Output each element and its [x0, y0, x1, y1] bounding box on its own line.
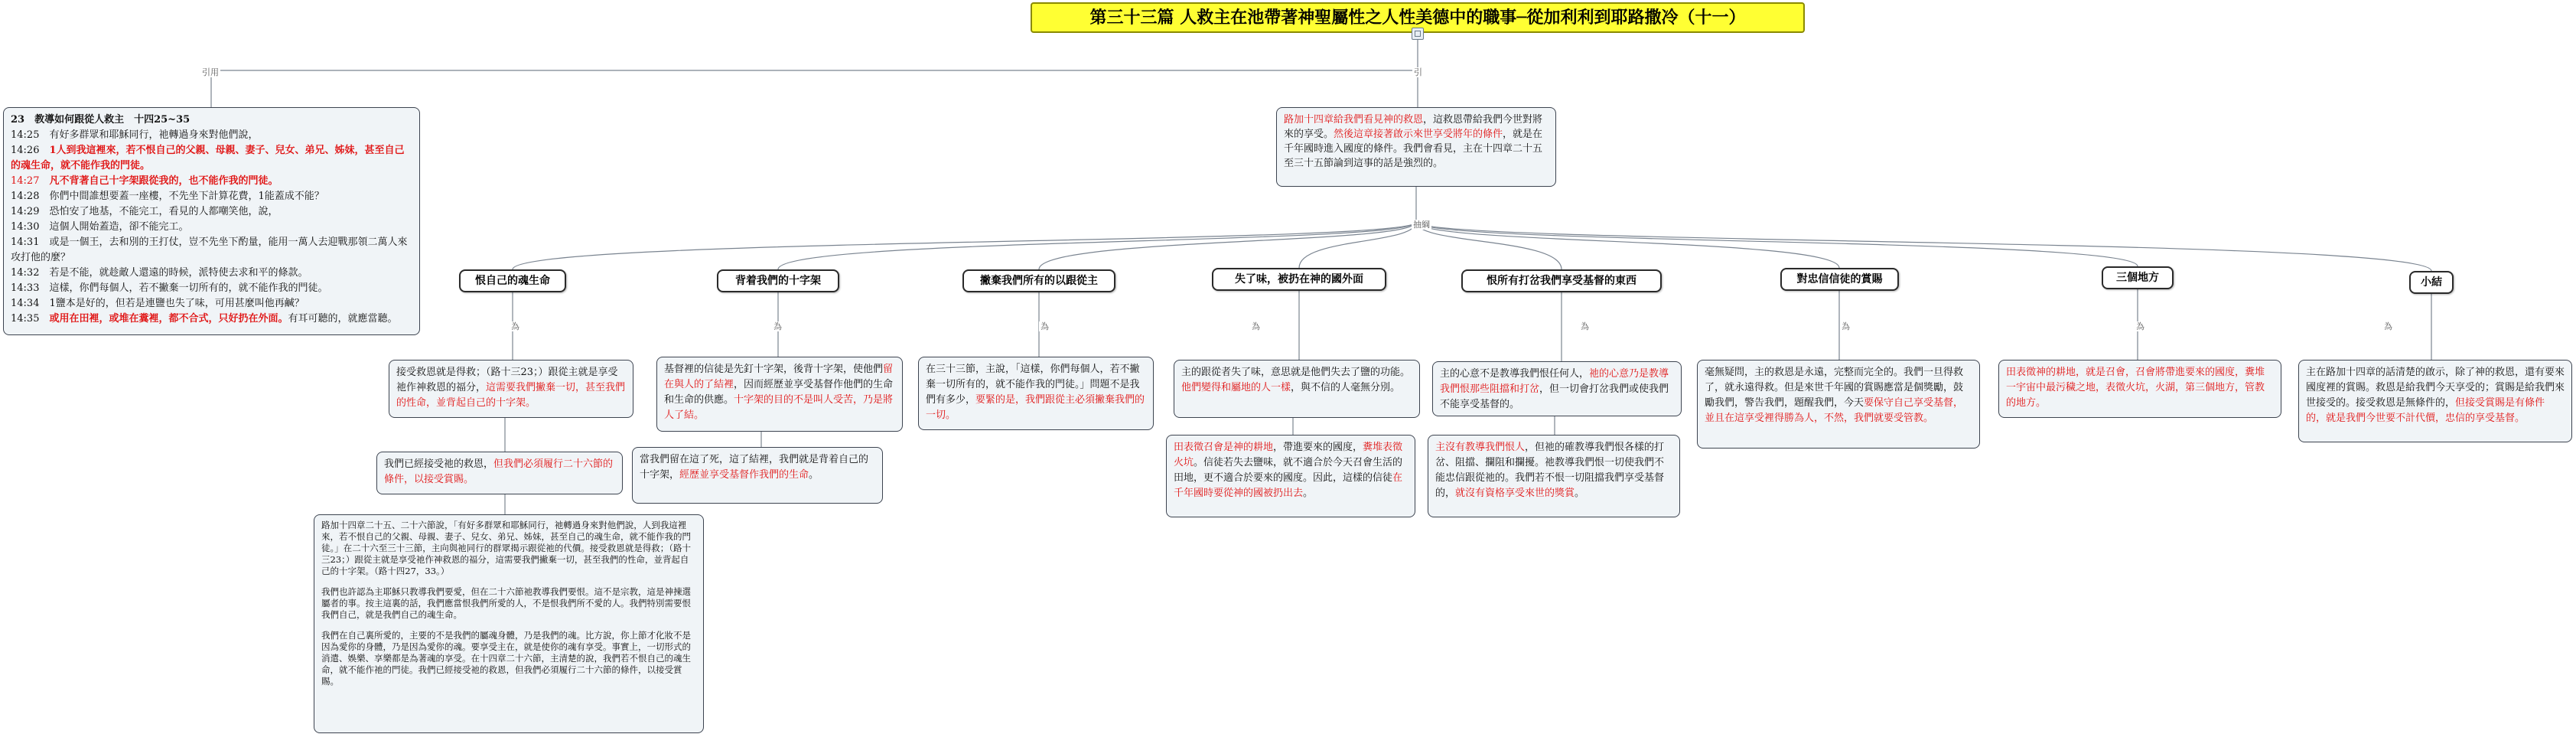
- verse-text: 這個人開始蓋造，卻不能完工。: [49, 221, 189, 233]
- box-text-segment: 。: [809, 469, 819, 481]
- box-text-segment: ，因而經歷並享受基督作他們的生命和生命的供應。: [664, 379, 894, 406]
- three-places-box[interactable]: [1998, 360, 2281, 418]
- box-text-segment: 十字架的目的不是叫人受苦，乃是將人了結。: [664, 394, 894, 421]
- verse-text: 1鹽本是好的，但若是連鹽也失了味，可用甚麼叫他再鹹？: [49, 298, 304, 309]
- edge-label-b6: 為: [2136, 321, 2144, 331]
- edge-label-b5: 為: [1842, 321, 1850, 331]
- verse-line: [11, 128, 412, 143]
- box-text-segment: 主的心意不是教導我們恨任何人，: [1440, 368, 1590, 380]
- edge-label-main: 抽綱: [1413, 220, 1430, 230]
- rewards-box[interactable]: [1697, 360, 1980, 449]
- verse-ref: 14:30: [11, 221, 50, 233]
- edge-label-b1: 為: [773, 321, 782, 331]
- intro-text: [1284, 114, 1542, 169]
- verse-ref: 14:33: [11, 282, 50, 294]
- verse-line: [11, 235, 412, 266]
- box-text-segment: ，但一切會打岔我們或使我們不能享受基督的。: [1440, 383, 1669, 410]
- box-text-segment: 接受救恩就是得救；（路十三23；）跟從主就是享受祂作神救恩的福分，: [396, 367, 618, 393]
- field-dunghill-box[interactable]: [1166, 435, 1415, 517]
- connector-branch-3: [1299, 222, 1416, 268]
- branch-head-summary[interactable]: 小結: [2409, 271, 2454, 294]
- hate-distractions-point-box[interactable]: [1432, 361, 1682, 416]
- box-text-segment: 主沒有教導我們恨人: [1435, 442, 1526, 453]
- connector-branch-5: [1416, 222, 1839, 268]
- box-text-segment: 。: [1575, 488, 1585, 499]
- edge-label-b3: 為: [1252, 321, 1260, 331]
- connector-branch-1: [778, 222, 1416, 269]
- box-text-segment: ，但祂的確教導我們恨各樣的打岔、阻擋、攔阻和攔擾。祂教導我們恨一切使我們不能忠信跟從祂的。我們若不恨一切阻擋我們享受基督的，: [1435, 442, 1665, 499]
- connector-title-reference: [211, 40, 1418, 107]
- verse-line: [11, 281, 412, 296]
- box-paragraph: 路加十四章二十五、二十六節說，「有好多群眾和耶穌同行，祂轉過身來對他們說，人到我這裡來，若不恨自己的父親、母親、妻子、兒女、弟兄、姊妹，甚至自己的魂生命，就不能作我的門徒。」在二十六至三十三節，主向與祂同行的群眾揭示跟從祂的代價。接受救恩就是得救；（路十三23；）跟從主就是享受祂作神救恩的福分，這需要我們撇棄一切，甚至我們的性命，並背起自己的十字架。（路十四27，33。）: [321, 520, 691, 576]
- box-text-segment: 經歷並享受基督作我們的生命: [679, 469, 809, 481]
- box-text-segment: 留在與人的了結裡: [664, 364, 894, 390]
- box-text-segment: 在三十三節，主說，「這樣，你們每個人，若不撇棄一切所有的，就不能作我的門徒。」問題不是我們有多少，: [926, 364, 1140, 406]
- branch-head-three-places[interactable]: 三個地方: [2102, 266, 2174, 289]
- verse-line: [11, 296, 412, 312]
- edge-label-b7: 為: [2384, 321, 2392, 331]
- box-text-segment: 糞堆表徵火坑: [1174, 442, 1403, 468]
- box-text-segment: 要保守自己享受基督，並且在這享受裡得勝為人，不然，我們就要受管教。: [1705, 397, 1964, 424]
- verse-ref: 14:32: [11, 267, 50, 279]
- verse-text: 你們中間誰想要蓋一座樓，不先坐下計算花費，1能蓋成不能？: [49, 191, 324, 202]
- branch-head-lose-savor[interactable]: 失了味，被扔在神的國外面: [1212, 268, 1386, 291]
- verse-text: 這樣，你們每個人，若不撇棄一切所有的，就不能作我的門徒。: [49, 282, 328, 294]
- box-text-segment: 。信徒若失去鹽味，就不適合於今天召會生活的田地，更不適合於要來的國度。因此，這樣的信徒: [1174, 457, 1403, 484]
- reference-heading: 23 教導如何跟從人救主 十四25~35: [11, 114, 191, 126]
- soul-life-point-box[interactable]: [389, 360, 633, 418]
- verse-list: [11, 128, 412, 327]
- summary-box[interactable]: [2298, 360, 2572, 442]
- verse-line: [11, 266, 412, 281]
- collapse-toggle-icon[interactable]: [1412, 28, 1424, 40]
- edge-label-b4: 為: [1581, 321, 1589, 331]
- connector-branch-2: [1039, 222, 1416, 269]
- verse-line: [11, 174, 412, 189]
- intro-box[interactable]: [1276, 107, 1556, 187]
- intro-segment: 路加十四章給我們看見神的救恩: [1284, 114, 1424, 126]
- box-text-segment: 但我們必須履行二十六節的條件，以接受賞賜。: [384, 458, 614, 485]
- verse-ref: 14:31: [11, 237, 50, 248]
- branch-head-rewards[interactable]: 對忠信信徒的賞賜: [1780, 268, 1899, 291]
- intro-segment: ，就是在千年國時進入國度的條件。我們會看見，主在十四章二十五至三十五節論到這事的話是強烈的。: [1284, 129, 1543, 169]
- box-text-segment: 就沒有資格享受來世的獎賞: [1455, 488, 1575, 499]
- verse-text: 若是不能，就趁敵人還遠的時候，派特使去求和平的條款。: [49, 267, 308, 279]
- lose-savor-meaning-box[interactable]: [1174, 360, 1420, 418]
- verse-ref: 14:28: [11, 191, 50, 202]
- edge-label-b2: 為: [1040, 321, 1049, 331]
- branch-head-forsake-all[interactable]: 撇棄我們所有的以跟從主: [962, 269, 1115, 292]
- verse-text: 或是一個王，去和別的王打仗，豈不先坐下酌量，能用一萬人去迎戰那領二萬人來攻打他的麼？: [11, 237, 408, 263]
- intro-segment: ，這救恩帶給我們今世對將來的享受。: [1284, 114, 1543, 140]
- box-paragraph: 我們也許認為主耶穌只教導我們要愛，但在二十六節祂教導我們要恨。這不是宗教，這是神揀選屬者的事。按主這裏的話，我們應當恨我們所愛的人，不是恨我們所不愛的人。我們特別需要恨我們自己，就是我們自己的魂生命。: [321, 586, 691, 620]
- connector-branch-6: [1416, 222, 2138, 266]
- verse-line: [11, 220, 412, 235]
- forsake-all-box[interactable]: [918, 357, 1154, 430]
- box-text-segment: 當我們留在這了死，這了結裡，我們就是背着自己的十字架，: [640, 454, 869, 481]
- verse-ref: 14:29: [11, 206, 50, 217]
- box-paragraph: 我們在自己裏所愛的，主要的不是我們的屬魂身體，乃是我們的魂。比方說，你上節才化妝不是因為愛你的身體，乃是因為愛你的魂。要享受主在，就是使你的魂有享受。事實上，一切形式的消遣、娛樂、享樂都是為著魂的享受。在十四章二十六節，主清楚的說，我們若不恨自己的魂生命，就不能作祂的門徒。我們已經接受祂的救恩，但我們必須履行二十六節的條件，以接受賞賜。: [321, 630, 691, 687]
- verse-text: 凡不背著自己十字架跟從我的，也不能作我的門徒。: [49, 175, 278, 187]
- scripture-reference-box[interactable]: [3, 107, 420, 335]
- verse-text: 1人到我這裡來，若不恨自己的父親、母親、妻子、兒女、弟兄、姊妹，甚至自己的魂生命，就不能作我的門徒。: [11, 145, 405, 171]
- connector-branch-4: [1416, 222, 1562, 269]
- soul-life-detail-box[interactable]: [314, 514, 704, 733]
- verse-line: [11, 189, 412, 204]
- box-text-segment: 基督裡的信徒是先釘十字架，後背十字架，使他們: [664, 364, 884, 375]
- box-text-segment: 祂的心意乃是教導我們恨那些阻擋和打岔: [1440, 368, 1669, 395]
- box-text-segment: ，帶進要來的國度，: [1273, 442, 1363, 453]
- box-text-segment: 主的跟從者失了味，意思就是他們失去了鹽的功能。: [1181, 367, 1411, 378]
- verse-text: 或用在田裡，或堆在糞裡，都不合式，只好扔在外面。: [49, 313, 288, 325]
- box-text-segment: 這需要我們撇棄一切，甚至我們的性命，並背起自己的十字架。: [396, 382, 626, 409]
- box-text-segment: 田表徵召會是神的耕地: [1174, 442, 1274, 453]
- verse-ref: 14:34: [11, 298, 50, 309]
- verse-ref: 14:35: [11, 313, 50, 325]
- hate-distractions-detail-box[interactable]: [1428, 435, 1680, 517]
- cross-experience-box[interactable]: [632, 447, 883, 504]
- box-text-segment: 田表徵神的耕地，就是召會，召會將帶進要來的國度，糞堆一宇宙中最污穢之地，表徵火坑，火湖，第三個地方，管教的地方。: [2006, 367, 2265, 409]
- verse-ref: 14:27: [11, 175, 50, 187]
- branch-head-hate-distractions[interactable]: 恨所有打岔我們享受基督的東西: [1461, 269, 1662, 292]
- verse-text-tail: 有耳可聽的，就應當聽。: [288, 313, 398, 325]
- branch-head-hate-soul-life[interactable]: 恨自己的魂生命: [459, 269, 566, 292]
- box-text-segment: 他們變得和屬地的人一樣: [1181, 382, 1291, 393]
- box-text-segment: 毫無疑問，主的救恩是永遠，完整而完全的。我們一旦得救了，就永遠得救。但是來世千年國的賞賜應當是個獎勵，鼓勵我們，警告我們，題醒我們，今天: [1705, 367, 1964, 409]
- verse-line: [11, 312, 412, 327]
- box-text-segment: 。: [1303, 488, 1314, 499]
- connector-branch-0: [513, 222, 1416, 269]
- intro-segment: 然後這章接著啟示來世享受將年的條件: [1334, 129, 1503, 140]
- page-title[interactable]: 第三十三篇 人救主在池帶著神聖屬性之人性美德中的職事─從加利利到耶路撒冷（十一）: [1031, 2, 1805, 33]
- edge-label-intro: 引: [1414, 67, 1422, 77]
- box-text-segment: ，與不信的人毫無分別。: [1291, 382, 1401, 393]
- verse-ref: 14:25: [11, 129, 50, 141]
- edge-label-b0: 為: [511, 321, 519, 331]
- box-text-segment: 但接受賞賜是有條件的，就是我們今世要不計代價，忠信的享受基督。: [2306, 397, 2545, 424]
- verse-ref: 14:26: [11, 145, 50, 156]
- edge-label-ref: 引用: [202, 67, 219, 77]
- soul-life-condition-box[interactable]: [376, 452, 623, 494]
- verse-line: [11, 204, 412, 220]
- box-text-segment: 我們已經接受祂的救恩，: [384, 458, 494, 470]
- verse-text: 有好多群眾和耶穌同行，祂轉過身來對他們說，: [49, 129, 259, 141]
- verse-text: 恐怕安了地基，不能完工，看見的人都嘲笑他，說，: [49, 206, 278, 217]
- box-text-segment: 要緊的是，我們跟從主必須撇棄我們的一切。: [926, 394, 1145, 421]
- cross-point-box[interactable]: [656, 357, 903, 432]
- box-text-segment: 主在路加十四章的話清楚的啟示，除了神的救恩，還有要來國度裡的賞賜。救恩是給我們今天享受的；賞賜是給我們來世接受的。接受救恩是無條件的，: [2306, 367, 2565, 409]
- branch-head-bear-cross[interactable]: 背着我們的十字架: [717, 269, 839, 292]
- box-text-segment: 在千年國時要從神的國被扔出去: [1174, 472, 1403, 499]
- verse-line: [11, 143, 412, 174]
